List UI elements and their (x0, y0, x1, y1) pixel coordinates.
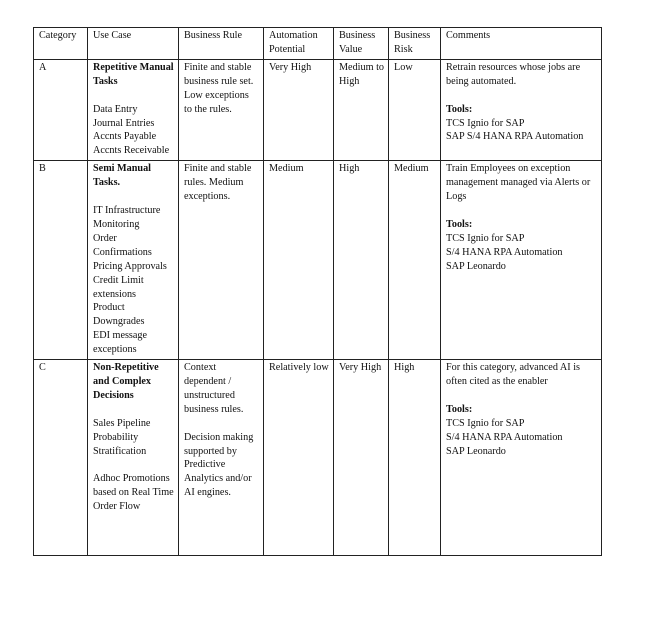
header-use-case: Use Case (88, 28, 179, 60)
business-rule-text: Context dependent / unstructured business rules. (184, 362, 244, 415)
tool-item: TCS Ignio for SAP (446, 417, 525, 429)
business-value-cell: Very High (334, 360, 389, 556)
business-value-cell: High (334, 161, 389, 360)
business-rule-cell (179, 360, 264, 556)
use-case-item: IT Infrastructure Monitoring (93, 205, 161, 230)
tool-item: S/4 HANA RPA Automation (446, 431, 563, 443)
tool-item: TCS Ignio for SAP (446, 117, 525, 129)
tools-label: Tools: (446, 403, 473, 415)
use-case-title: Non-Repetitive and Complex Decisions (93, 362, 159, 401)
use-case-title: Semi Manual Tasks. (93, 163, 152, 189)
use-case-item: Sales Pipeline Probability Stratification (93, 417, 151, 457)
header-category: Category (34, 28, 88, 60)
comment-text: For this category, advanced AI is often cited as the enabler (446, 362, 581, 387)
use-case-item: Adhoc Promotions based on Real Time Order Flow (93, 473, 174, 513)
business-rule-text: Decision making supported by Predictive Analytics and/or AI engines. (184, 431, 254, 499)
use-case-cell (88, 360, 179, 556)
header-comments: Comments (441, 28, 602, 60)
tools-label: Tools: (446, 103, 473, 115)
header-automation-potential: Automation Potential (264, 28, 334, 60)
use-case-table (33, 27, 602, 556)
automation-potential-cell: Relatively low (264, 360, 334, 556)
use-case-item: Data Entry (93, 103, 138, 115)
header-row (34, 28, 602, 60)
table-row (34, 360, 602, 556)
header-business-rule: Business Rule (179, 28, 264, 60)
tool-item: SAP Leonardo (446, 445, 506, 457)
use-case-item: Credit Limit extensions (93, 274, 144, 300)
tool-item: SAP Leonardo (446, 260, 506, 272)
tool-item: SAP S/4 HANA RPA Automation (446, 131, 584, 143)
table-row (34, 59, 602, 160)
comment-text: Train Employees on exception management managed via Alerts or Logs (446, 163, 591, 203)
comment-text: Retrain resources whose jobs are being automated. (446, 61, 581, 87)
use-case-cell (88, 59, 179, 160)
category-cell: A (34, 59, 88, 160)
category-cell: B (34, 161, 88, 360)
use-case-item: Product Downgrades (93, 302, 145, 328)
automation-potential-cell: Very High (264, 59, 334, 160)
use-case-item: Journal Entries (93, 117, 155, 129)
business-risk-cell: High (389, 360, 441, 556)
automation-potential-cell: Medium (264, 161, 334, 360)
business-risk-cell: Medium (389, 161, 441, 360)
business-value-cell: Medium to High (334, 59, 389, 160)
use-case-item: Order Confirmations (93, 232, 152, 258)
tool-item: S/4 HANA RPA Automation (446, 246, 563, 258)
business-risk-cell: Low (389, 59, 441, 160)
comments-cell (441, 59, 602, 160)
tools-label: Tools: (446, 218, 473, 230)
business-rule-cell: Finite and stable rules. Medium exceptions. (179, 161, 264, 360)
header-business-value: Business Value (334, 28, 389, 60)
header-business-risk: Business Risk (389, 28, 441, 60)
business-rule-cell: Finite and stable business rule set. Low exceptions to the rules. (179, 59, 264, 160)
comments-cell (441, 360, 602, 556)
use-case-item: Pricing Approvals (93, 260, 167, 272)
use-case-item: EDI message exceptions (93, 330, 148, 356)
category-cell: C (34, 360, 88, 556)
tool-item: TCS Ignio for SAP (446, 232, 525, 244)
use-case-item: Accnts Payable (93, 131, 157, 143)
use-case-item: Accnts Receivable (93, 145, 170, 157)
use-case-title: Repetitive Manual Tasks (93, 61, 174, 87)
table-row (34, 161, 602, 360)
use-case-cell (88, 161, 179, 360)
comments-cell (441, 161, 602, 360)
